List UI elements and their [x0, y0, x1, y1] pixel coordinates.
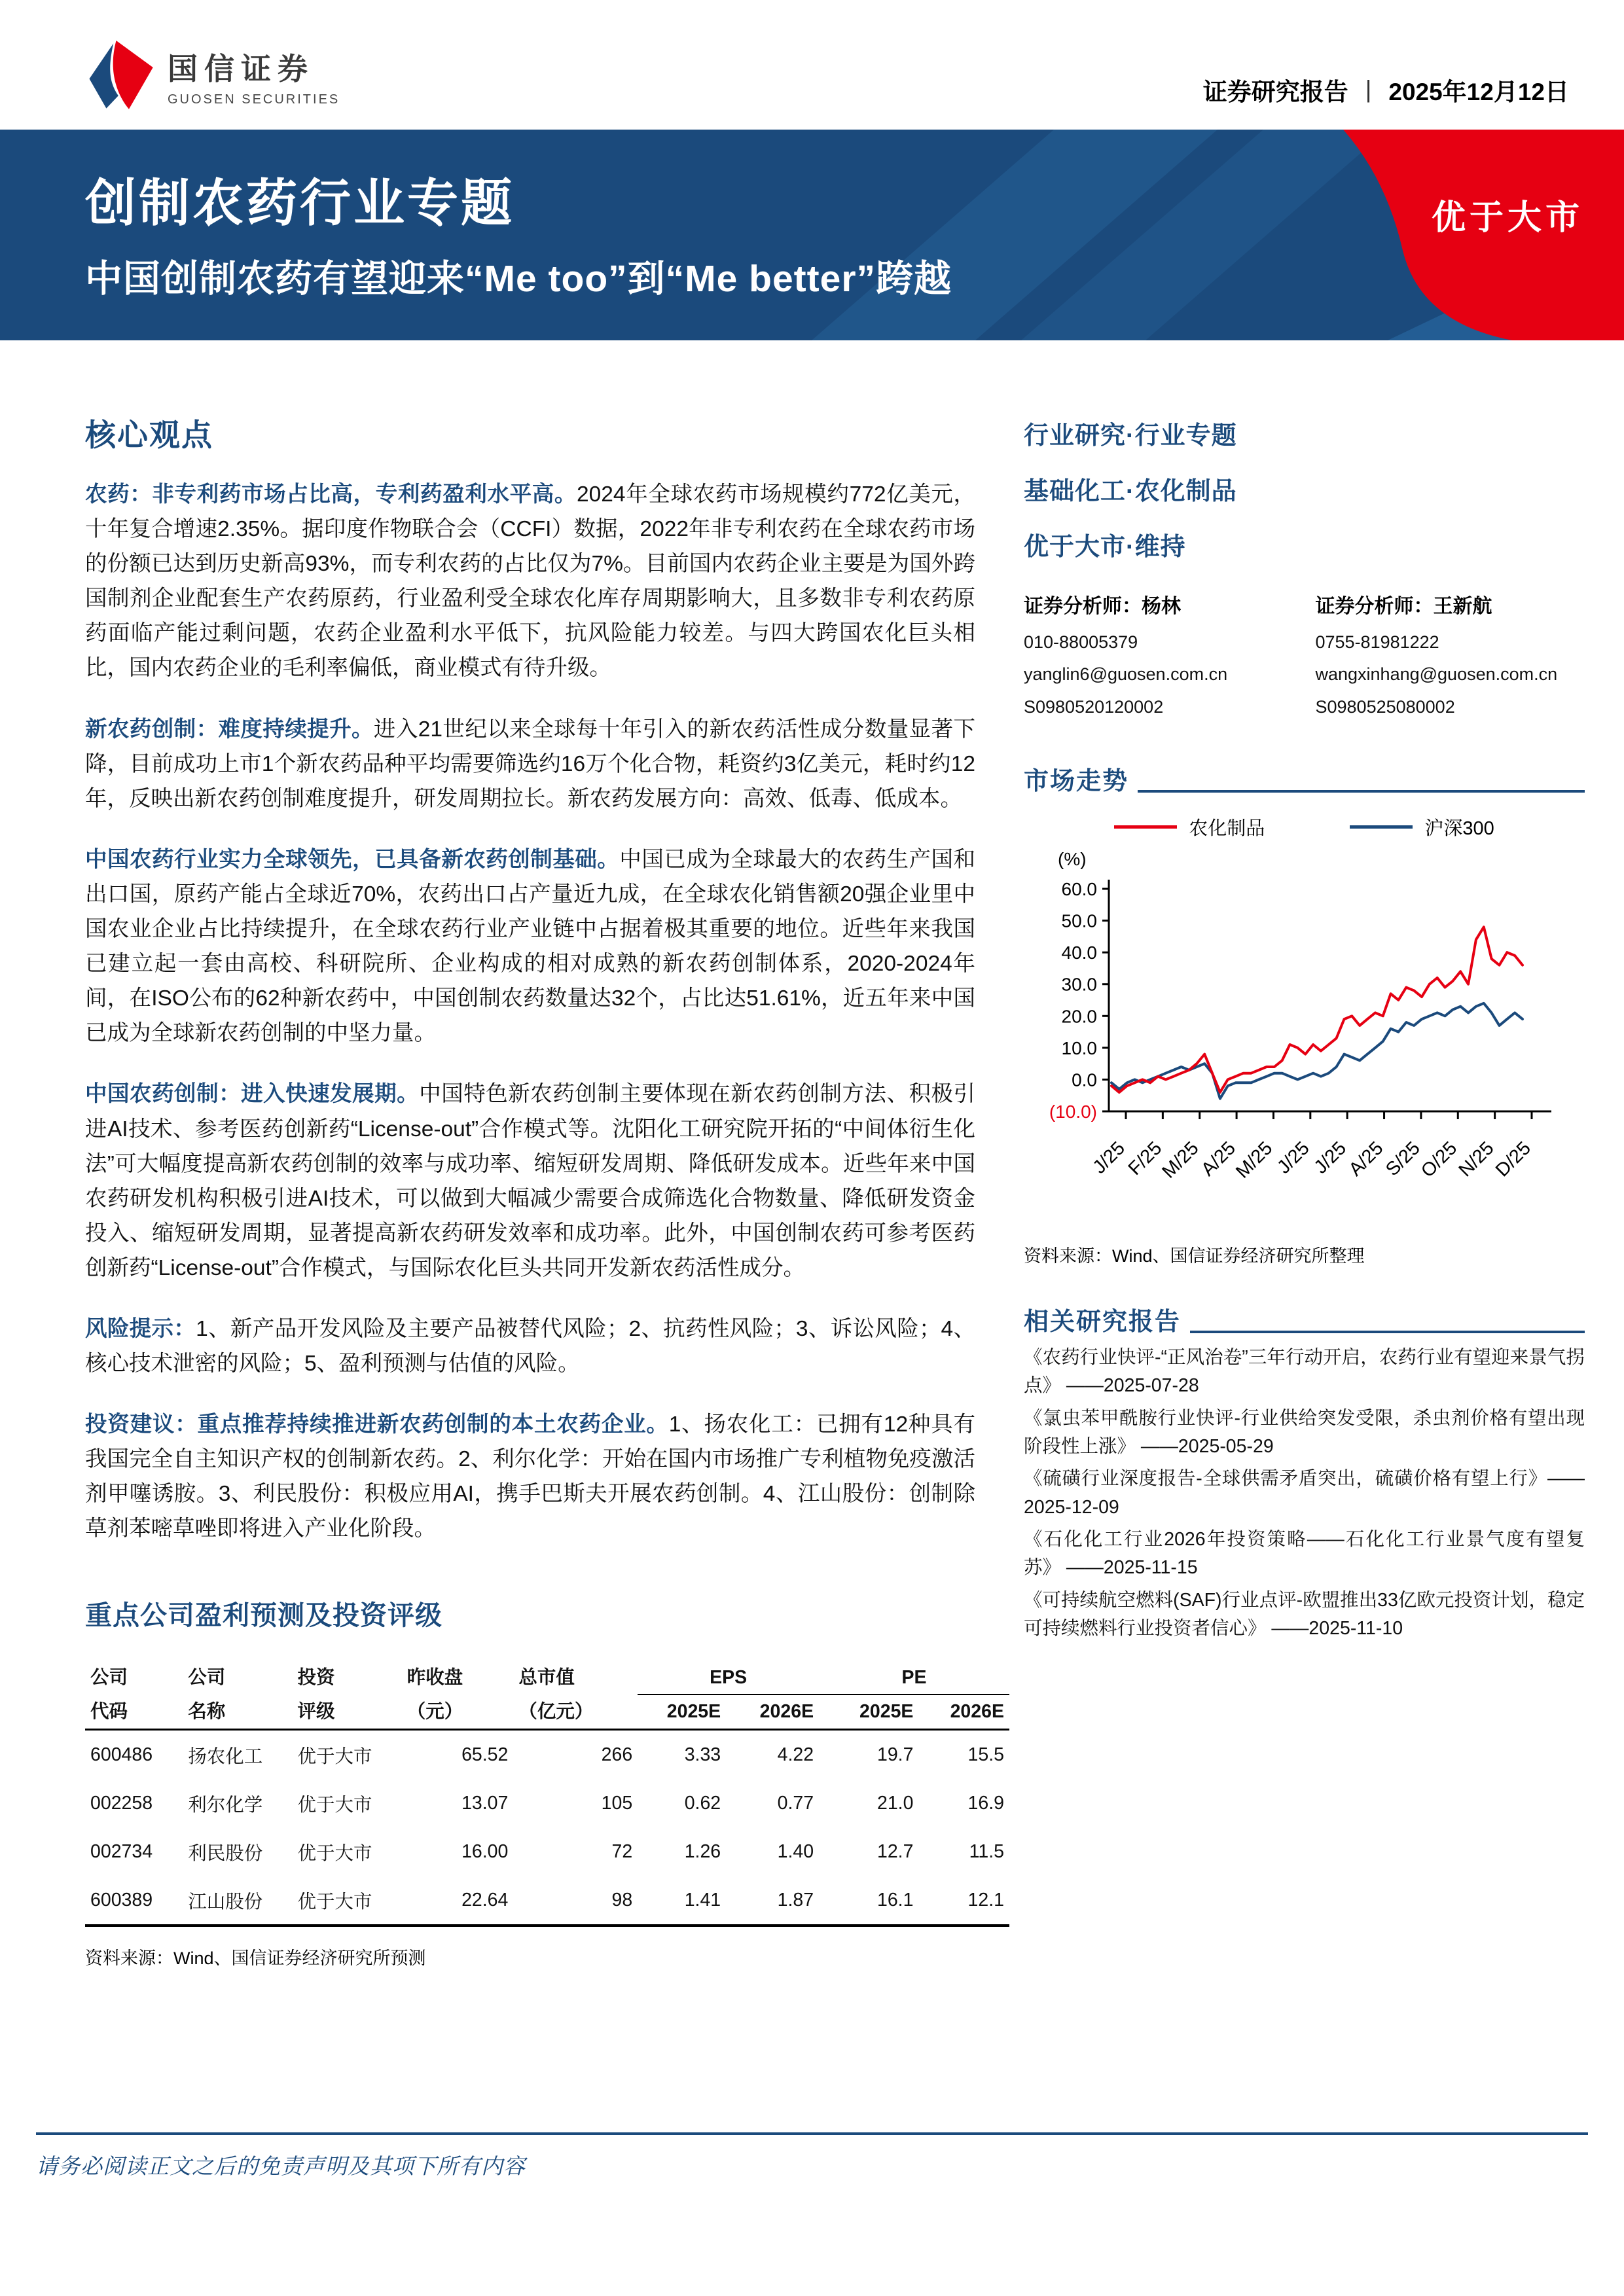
- paragraph-lead: 投资建议：重点推荐持续推进新农药创制的本土农药企业。: [85, 1412, 669, 1437]
- cell-pe25: 12.7: [876, 1841, 914, 1863]
- cell-pe25: 16.1: [819, 1876, 918, 1926]
- svg-text:D/25: D/25: [1492, 1138, 1535, 1181]
- cell-code: 002258: [90, 1793, 153, 1814]
- paragraph-lead: 农药：非专利药市场占比高，专利药盈利水平高。: [85, 482, 577, 507]
- svg-text:50.0: 50.0: [1061, 910, 1097, 931]
- cell-eps25: 1.26: [684, 1841, 721, 1863]
- cell-eps25: 1.41: [638, 1876, 726, 1926]
- related-reports-heading: [1024, 1301, 1585, 1337]
- core-heading: 核心观点: [85, 418, 213, 452]
- paragraph-text: 2024年全球农药市场规模约772亿美元，十年复合增速2.35%。据印度作物联合会（CCFI）数据，2022年非专利农药在全球农药市场的份额已达到历史新高93%，而专利农药的占比仅为7%。目前国内农药企业主要是为国外跨国制剂企业配套生产农药原药，行业盈利受全球农化库存周期影响大，且多数非专利农药原药面临产能过剩问题，农药企业盈利水平低下，抗风险能力较差。与四大跨国农化巨头相比，国内农药企业的毛利率偏低，商业模式有待升级。: [85, 482, 976, 681]
- svg-text:40.0: 40.0: [1061, 942, 1097, 963]
- column-subheader: 2026E: [726, 1695, 819, 1729]
- cell-rating: 优于大市: [297, 1843, 372, 1865]
- cell-name: 利民股份: [188, 1843, 263, 1865]
- svg-text:J/25: J/25: [1089, 1138, 1129, 1178]
- sidebar-column: [1024, 411, 1585, 1969]
- cell-pe26: 16.9: [967, 1793, 1004, 1814]
- page-header: [0, 0, 1624, 130]
- analyst-email: wangxinhang@guosen.com.cn: [1315, 664, 1558, 685]
- legend-swatch: [1114, 825, 1177, 829]
- cell-eps25: 0.62: [684, 1793, 721, 1814]
- cell-close: 22.64: [402, 1876, 514, 1926]
- column-subheader: 评级: [292, 1695, 401, 1729]
- column-subheader: 2025E: [819, 1695, 918, 1729]
- page-footer: [36, 2132, 1588, 2180]
- cell-mcap: 266: [601, 1744, 633, 1766]
- related-reports-list: [1024, 1344, 1585, 1643]
- rating-badge: 优于大市: [1431, 199, 1583, 237]
- cell-close: 65.52: [461, 1744, 509, 1766]
- trend-chart: [1024, 814, 1585, 1267]
- analyst-card: [1024, 592, 1293, 726]
- svg-text:F/25: F/25: [1124, 1138, 1166, 1180]
- core-paragraph: [85, 1312, 975, 1381]
- page-title: 创制农药行业专题: [85, 174, 515, 232]
- research-type-heading: 行业研究·行业专题: [1024, 422, 1237, 450]
- svg-text:J/25: J/25: [1273, 1138, 1314, 1178]
- svg-text:M/25: M/25: [1158, 1138, 1203, 1183]
- company-table: [85, 1661, 1009, 1928]
- cell-rating: 优于大市: [297, 1746, 372, 1768]
- column-subheader: 名称: [183, 1695, 292, 1729]
- cell-code: 600389: [85, 1876, 183, 1926]
- svg-text:(%): (%): [1058, 849, 1087, 870]
- cell-pe25: 21.0: [876, 1793, 914, 1814]
- cell-eps25: 3.33: [684, 1744, 721, 1766]
- core-paragraphs: [85, 477, 975, 1547]
- chart-legend: [1024, 814, 1585, 840]
- svg-text:0.0: 0.0: [1072, 1069, 1097, 1090]
- analyst-phone: 010-88005379: [1024, 632, 1138, 652]
- svg-text:30.0: 30.0: [1061, 974, 1097, 995]
- column-subheader: 代码: [85, 1695, 183, 1729]
- svg-text:N/25: N/25: [1454, 1138, 1498, 1181]
- analyst-name: 证券分析师：王新航: [1315, 596, 1492, 617]
- paragraph-text: 1、新产品开发风险及主要产品被替代风险；2、抗药性风险；3、诉讼风险；4、核心技术泄密的风险；5、盈利预测与估值的风险。: [85, 1316, 975, 1376]
- table-row: [85, 1730, 1009, 1780]
- market-trend-heading: [1024, 761, 1585, 797]
- cell-name: 扬农化工: [188, 1746, 263, 1768]
- column-subheader: 2026E: [918, 1695, 1009, 1729]
- analyst-license-id: S0980520120002: [1024, 697, 1164, 717]
- title-banner: [0, 130, 1624, 340]
- cell-pe26: 12.1: [918, 1876, 1009, 1926]
- cell-mcap: 98: [513, 1876, 638, 1926]
- paragraph-lead: 新农药创制：难度持续提升。: [85, 717, 374, 742]
- analyst-license-id: S0980525080002: [1315, 697, 1455, 717]
- brand-name-cn: 国信证券: [168, 51, 314, 86]
- cell-close: 13.07: [461, 1793, 509, 1814]
- legend-label: 沪深300: [1424, 818, 1494, 840]
- core-paragraph: [85, 477, 975, 686]
- trend-chart-svg: [1024, 843, 1584, 1233]
- paragraph-lead: 中国农药创制：进入快速发展期。: [85, 1082, 420, 1107]
- column-header: 投资: [297, 1667, 335, 1689]
- brand-name-en: GUOSEN SECURITIES: [168, 92, 340, 107]
- column-subheader: （亿元）: [513, 1695, 638, 1729]
- cell-name: 利尔化学: [188, 1795, 263, 1816]
- table-header: [85, 1661, 1009, 1730]
- analyst-card: [1316, 592, 1585, 726]
- cell-pe26: 11.5: [969, 1841, 1004, 1863]
- column-subheader: （元）: [402, 1695, 514, 1729]
- table-row: [85, 1876, 1009, 1926]
- cell-rating: 优于大市: [292, 1876, 401, 1926]
- paragraph-text: 中国已成为全球最大的农药生产国和出口国，原药产能占全球近70%，农药出口占产量近九成，在全球农化销售额20强企业里中国农业企业占比持续提升，在全球农药行业产业链中占据着极其重要的地位。近些年来我国已建立起一套由高校、科研院所、企业构成的相对成熟的新农药创制体系，2020-2024年间，在ISO公布的62种新农药中，中国创制农药数量达32个，占比达51.61%，近五年来中国已成为全球新农药创制的中坚力量。: [85, 847, 976, 1046]
- report-item: 《硫磺行业深度报告-全球供需矛盾突出，硫磺价格有望上行》——2025-12-09: [1024, 1468, 1585, 1518]
- report-date: 2025年12月12日: [1388, 79, 1569, 105]
- table-source: 资料来源：Wind、国信证券经济研究所预测: [85, 1948, 426, 1969]
- chart-source: 资料来源：Wind、国信证券经济研究所整理: [1024, 1246, 1365, 1266]
- table-header-row-bottom: [85, 1695, 1009, 1729]
- analyst-email: yanglin6@guosen.com.cn: [1024, 664, 1228, 685]
- header-separator: |: [1365, 76, 1372, 103]
- heading-rule: [1138, 790, 1585, 793]
- cell-code: 600486: [90, 1744, 153, 1766]
- table-body: [85, 1730, 1009, 1926]
- rating-heading: 优于大市·维持: [1024, 533, 1186, 561]
- core-paragraph: [85, 1407, 975, 1546]
- legend-item: [1350, 814, 1494, 840]
- brand-text: [168, 45, 340, 107]
- guosen-gem-icon: [85, 41, 156, 111]
- legend-swatch: [1350, 825, 1413, 829]
- paragraph-lead: 风险提示：: [85, 1316, 196, 1341]
- cell-close: 16.00: [461, 1841, 509, 1863]
- cell-pe25: 19.7: [876, 1744, 914, 1766]
- core-column: [85, 411, 1004, 1969]
- paragraph-text: 中国特色新农药创制主要体现在新农药创制方法、积极引进AI技术、参考医药创新药“License-out”合作模式等。沈阳化工研究院开拓的“中间体衍生化法”可大幅度提高新农药创制的效率与成功率、缩短研发周期、降低研发成本。近些年来中国农药研发机构积极引进AI技术，可以做到大幅减少需要合成筛选化合物数量、降低研发资金投入、缩短研发周期，显著提高新农药研发效率和成功率。此外，中国创制农药可参考医药创新药“License-out”合作模式，与国际农化巨头共同开发新农药活性成分。: [85, 1082, 976, 1280]
- market-trend-label: 市场走势: [1024, 768, 1129, 796]
- svg-text:J/25: J/25: [1310, 1138, 1351, 1178]
- eps-group-header: EPS: [638, 1661, 819, 1695]
- svg-text:10.0: 10.0: [1061, 1037, 1097, 1058]
- header-meta: [1203, 72, 1569, 111]
- column-header: 公司: [90, 1667, 128, 1689]
- svg-text:A/25: A/25: [1197, 1138, 1240, 1181]
- legend-label: 农化制品: [1189, 818, 1265, 840]
- column-header: 昨收盘: [406, 1667, 463, 1689]
- cell-eps26: 1.40: [777, 1841, 814, 1863]
- table-title: 重点公司盈利预测及投资评级: [85, 1600, 442, 1630]
- cell-eps26: 0.77: [777, 1793, 814, 1814]
- legend-item: [1114, 814, 1265, 840]
- column-header: 总市值: [518, 1667, 575, 1689]
- svg-text:S/25: S/25: [1382, 1138, 1424, 1181]
- footer-disclaimer: 请务必阅读正文之后的免责声明及其项下所有内容: [36, 2154, 526, 2178]
- analyst-name: 证券分析师：杨林: [1024, 596, 1181, 617]
- analyst-phone: 0755-81981222: [1315, 632, 1439, 652]
- cell-pe26: 15.5: [967, 1744, 1004, 1766]
- core-paragraph: [85, 712, 975, 816]
- cell-rating: 优于大市: [297, 1795, 372, 1816]
- core-paragraph: [85, 1077, 975, 1285]
- report-item: 《石化化工行业2026年投资策略——石化化工行业景气度有望复苏》 ——2025-11-15: [1024, 1528, 1585, 1579]
- report-item: 《农药行业快评-“正风治卷”三年行动开启，农药行业有望迎来景气拐点》 ——2025-07-28: [1024, 1347, 1585, 1397]
- svg-text:A/25: A/25: [1344, 1138, 1388, 1181]
- report-type-label: 证券研究报告: [1202, 79, 1348, 105]
- page-subtitle: 中国创制农药有望迎来“Me too”到“Me better”跨越: [85, 258, 952, 300]
- report-item: 《可持续航空燃料(SAF)行业点评-欧盟推出33亿欧元投资计划，稳定可持续燃料行业投资者信心》 ——2025-11-10: [1024, 1589, 1585, 1639]
- svg-text:(10.0): (10.0): [1049, 1102, 1097, 1122]
- cell-eps26: 4.22: [777, 1744, 814, 1766]
- svg-text:O/25: O/25: [1417, 1138, 1462, 1182]
- cell-name: 江山股份: [183, 1876, 292, 1926]
- cell-mcap: 72: [611, 1841, 633, 1863]
- table-row: [85, 1827, 1009, 1876]
- analyst-list: [1024, 591, 1585, 726]
- sector-heading: 基础化工·农化制品: [1024, 478, 1237, 505]
- column-header: 公司: [188, 1667, 226, 1689]
- heading-rule: [1190, 1331, 1585, 1333]
- report-item: 《氯虫苯甲酰胺行业快评-行业供给突发受限，杀虫剂价格有望出现阶段性上涨》 ——2025-05-29: [1024, 1407, 1585, 1457]
- column-subheader: 2025E: [638, 1695, 726, 1729]
- pe-group-header: PE: [819, 1661, 1009, 1695]
- cell-mcap: 105: [601, 1793, 633, 1814]
- cell-code: 002734: [90, 1841, 153, 1863]
- table-row: [85, 1779, 1009, 1827]
- svg-text:M/25: M/25: [1232, 1138, 1277, 1183]
- paragraph-lead: 中国农药行业实力全球领先，已具备新农药创制基础。: [85, 847, 620, 872]
- table-header-row-top: [85, 1661, 1009, 1695]
- core-paragraph: [85, 842, 975, 1051]
- cell-eps26: 1.87: [726, 1876, 819, 1926]
- paragraph-text: 1、扬农化工：已拥有12种具有我国完全自主知识产权的创制新农药。2、利尔化学：开始在国内市场推广专利植物免疫激活剂甲噻诱胺。3、利民股份：积极应用AI，携手巴斯夫开展农药创制。4、江山股份：创制除草剂苯嘧草唑即将进入产业化阶段。: [85, 1412, 975, 1541]
- key-company-section: [85, 1594, 1004, 1970]
- svg-text:60.0: 60.0: [1061, 879, 1097, 900]
- related-reports-label: 相关研究报告: [1024, 1308, 1182, 1336]
- brand-logo: [85, 41, 340, 111]
- main-content: [0, 340, 1624, 1969]
- paragraph-text: 进入21世纪以来全球每十年引入的新农药活性成分数量显著下降，目前成功上市1个新农药品种平均需要筛选约16万个化合物，耗资约3亿美元，耗时约12年，反映出新农药创制难度提升，研发周期拉长。新农药发展方向：高效、低毒、低成本。: [85, 717, 976, 811]
- svg-text:20.0: 20.0: [1061, 1006, 1097, 1027]
